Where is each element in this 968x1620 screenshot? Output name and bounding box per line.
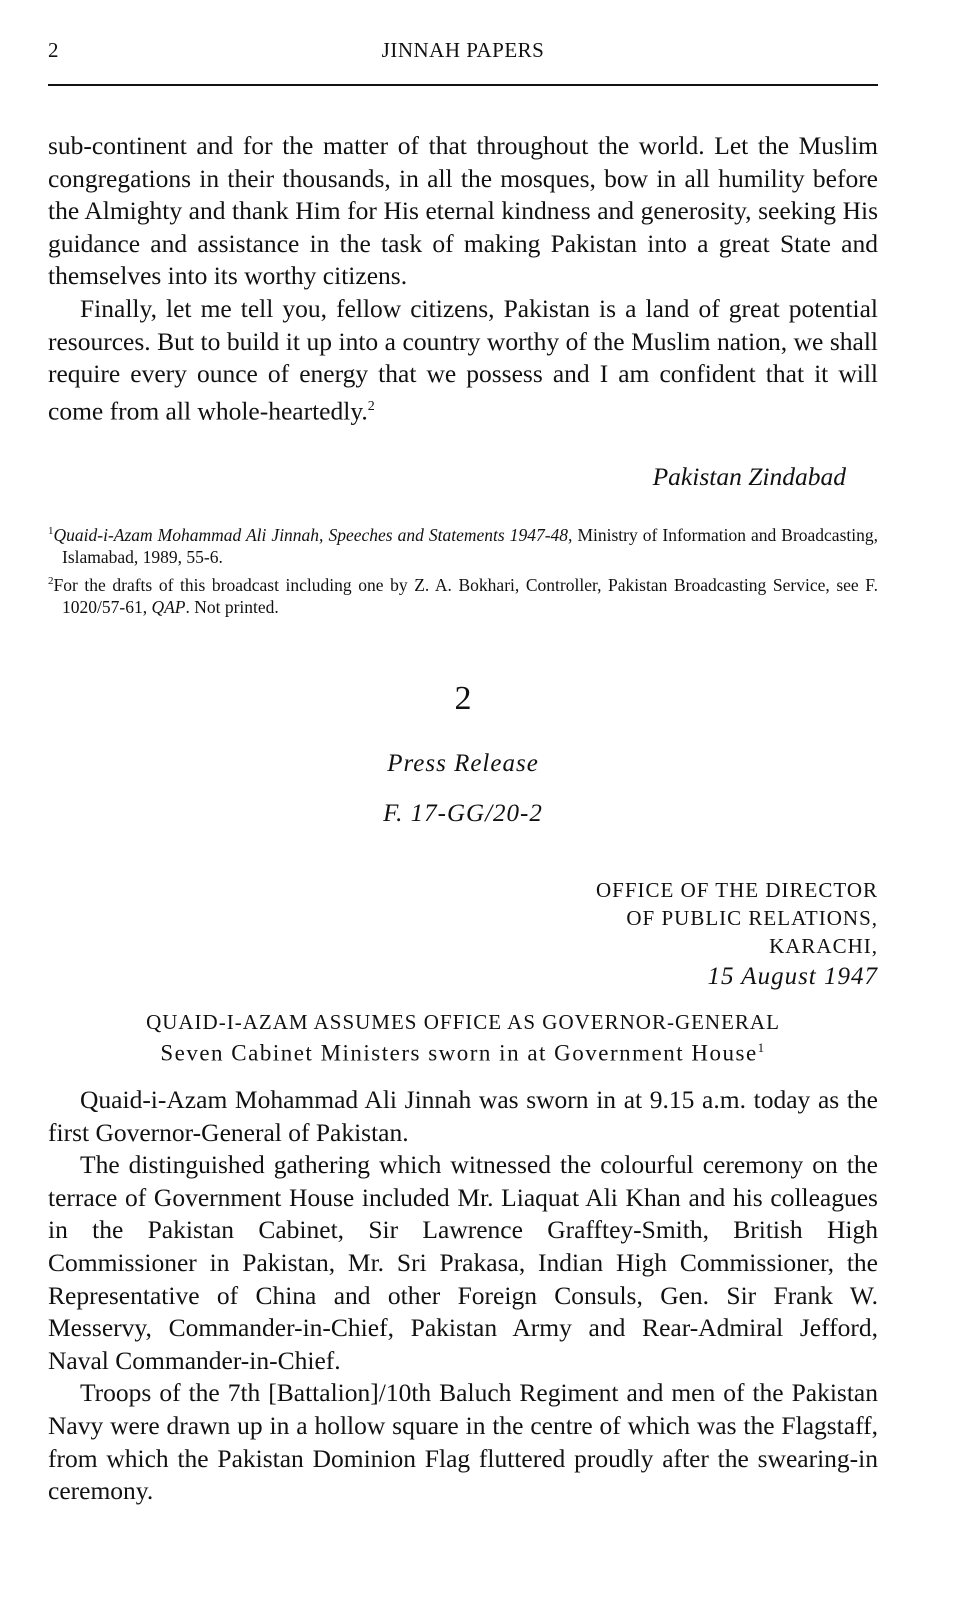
file-reference: F. 17-GG/20-2: [383, 800, 543, 827]
footnote-ref-2: 2: [367, 398, 375, 414]
document-date: 15 August 1947: [707, 963, 878, 990]
footnote-1-rest: Ministry of Information and Broadcasting, Islamabad, 1989, 55-6.: [62, 524, 878, 567]
press-paragraph-3: Troops of the 7th [Battalion]/10th Baluch Regiment and men of the Pakistan Navy were drawn up in a hollow square in the centre of which was the Flagstaff, from which the Pakistan Dominion Flag fluttered proudly after the swearing-in ceremony.: [48, 1378, 878, 1506]
footnote-ref-1: 1: [757, 1040, 766, 1055]
book-page: [48, 0, 878, 1620]
footnote-2-rest: . Not printed.: [185, 596, 279, 617]
continuation-text: [48, 130, 878, 428]
running-title: JINNAH PAPERS: [381, 38, 545, 62]
footnote-2-text: For the drafts of this broadcast including one by Z. A. Bokhari, Controller, Pakistan Broadcasting Service, see F. 1020/57-61,: [53, 574, 878, 617]
press-release-body: [48, 1084, 878, 1508]
continuation-paragraph-2-text: Finally, let me tell you, fellow citizens, Pakistan is a land of great potential resources. But to build it up into a country worthy of the Muslim nation, we shall require every ounce of energy that we possess and I am confident that it will come from all whole-heartedly.: [48, 293, 878, 426]
footnote-2: [48, 570, 878, 618]
address-line-3: KARACHI,: [769, 934, 878, 958]
continuation-paragraph-2: [48, 293, 878, 428]
page-number: 2: [48, 38, 59, 62]
continuation-paragraph-1: sub-continent and for the matter of that throughout the world. Let the Muslim congregations in their thousands, in all the mosques, bow in all humility before the Almighty and thank Him for His eternal kindness and generosity, seeking His guidance and assistance in the task of making Pakistan into a great State and themselves into its worthy citizens.: [48, 131, 878, 291]
running-header: [48, 34, 878, 68]
footnote-1: [48, 520, 878, 568]
footnote-2-italic: QAP: [151, 596, 186, 617]
address-line-2: OF PUBLIC RELATIONS,: [626, 906, 878, 930]
press-subheadline: [48, 1040, 878, 1067]
document-type: Press Release: [387, 750, 539, 777]
footnote-1-marker: 1: [48, 525, 54, 537]
subheadline-text: Seven Cabinet Ministers sworn in at Government House: [160, 1040, 758, 1066]
footnotes: [48, 520, 878, 620]
footnote-2-marker: 2: [48, 574, 54, 587]
sender-address: [596, 876, 878, 994]
press-paragraph-1: Quaid-i-Azam Mohammad Ali Jinnah was sworn in at 9.15 a.m. today as the first Governor-General of Pakistan.: [48, 1085, 878, 1147]
signoff: Pakistan Zindabad: [652, 462, 846, 491]
press-paragraph-2: The distinguished gathering which witnessed the colourful ceremony on the terrace of Government House included Mr. Liaquat Ali Khan and his colleagues in the Pakistan Cabinet, Sir Lawrence Grafftey-Smith, British High Commissioner in Pakistan, Mr. Sri Prakasa, Indian High Commissioner, the Representative of China and other Foreign Consuls, Gen. Sir Frank W. Messervy, Commander-in-Chief, Pakistan Army and Rear-Admiral Jefford, Naval Commander-in-Chief.: [48, 1150, 878, 1375]
address-line-1: OFFICE OF THE DIRECTOR: [595, 878, 878, 902]
press-headline: QUAID-I-AZAM ASSUMES OFFICE AS GOVERNOR-GENERAL: [146, 1010, 780, 1034]
document-number: 2: [454, 680, 472, 717]
header-rule: [48, 84, 878, 86]
footnote-1-title: Quaid-i-Azam Mohammad Ali Jinnah, Speeches and Statements 1947-48,: [53, 524, 573, 545]
